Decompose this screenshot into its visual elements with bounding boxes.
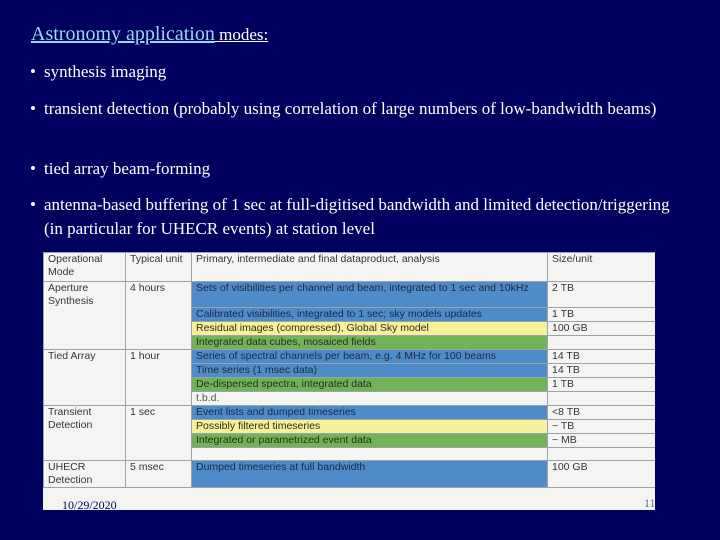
product-cell: Possibly filtered timeseries <box>192 420 548 434</box>
product-cell: Sets of visibilities per channel and beam, integrated to 1 sec and 10kHz <box>192 282 548 308</box>
size-cell: ~ TB <box>548 420 656 434</box>
bullet-item <box>30 157 670 181</box>
bullet-text: transient detection (probably using correlation of large numbers of low-bandwidth beams) <box>44 99 657 118</box>
bullet-dot: • <box>30 99 36 118</box>
table-row <box>44 350 656 364</box>
product-cell: Calibrated visibilities, integrated to 1 sec; sky models updates <box>192 308 548 322</box>
bullet-dot: • <box>30 195 36 214</box>
footer-date: 10/29/2020 <box>62 498 117 512</box>
table-row <box>44 461 656 488</box>
product-cell: Integrated data cubes, mosaiced fields <box>192 336 548 350</box>
size-cell: 14 TB <box>548 364 656 378</box>
table-header-row <box>44 253 656 282</box>
col-header-mode: Operational Mode <box>44 253 126 282</box>
size-cell: 1 TB <box>548 308 656 322</box>
product-cell: Residual images (compressed), Global Sky model <box>192 322 548 336</box>
size-cell: ~ MB <box>548 434 656 448</box>
bullet-item <box>30 60 670 84</box>
bullet-item <box>30 97 670 121</box>
slide-title-rest: modes: <box>214 25 269 44</box>
table-body <box>44 282 656 488</box>
col-header-size: Size/unit <box>548 253 656 282</box>
dataproduct-table <box>43 252 655 488</box>
size-cell <box>548 448 656 461</box>
unit-cell: 4 hours <box>126 282 192 350</box>
product-cell: Dumped timeseries at full bandwidth <box>192 461 548 488</box>
table-row <box>44 406 656 420</box>
size-cell: 14 TB <box>548 350 656 364</box>
mode-cell: Tied Array <box>44 350 126 406</box>
bullet-item <box>30 193 670 241</box>
bullet-text: synthesis imaging <box>44 62 167 81</box>
mode-cell: UHECR Detection <box>44 461 126 488</box>
size-cell: <8 TB <box>548 406 656 420</box>
unit-cell: 5 msec <box>126 461 192 488</box>
bullet-text: tied array beam-forming <box>44 159 211 178</box>
mode-cell: Transient Detection <box>44 406 126 461</box>
product-cell: Series of spectral channels per beam, e.g. 4 MHz for 100 beams <box>192 350 548 364</box>
product-cell: Event lists and dumped timeseries <box>192 406 548 420</box>
size-cell: 1 TB <box>548 378 656 392</box>
slide-title-highlight: Astronomy application <box>31 23 215 45</box>
unit-cell: 1 sec <box>126 406 192 461</box>
mode-cell: Aperture Synthesis <box>44 282 126 350</box>
col-header-product: Primary, intermediate and final dataproduct, analysis <box>192 253 548 282</box>
size-cell: 2 TB <box>548 282 656 308</box>
product-cell: t.b.d. <box>192 392 548 406</box>
unit-cell: 1 hour <box>126 350 192 406</box>
col-header-unit: Typical unit <box>126 253 192 282</box>
product-cell: Integrated or parametrized event data <box>192 434 548 448</box>
dataproduct-table-image <box>43 252 655 510</box>
product-cell: Time series (1 msec data) <box>192 364 548 378</box>
slide-title <box>31 21 268 48</box>
bullet-dot: • <box>30 159 36 178</box>
product-cell <box>192 448 548 461</box>
product-cell: De-dispersed spectra, integrated data <box>192 378 548 392</box>
bullet-dot: • <box>30 62 36 81</box>
size-cell: 100 GB <box>548 461 656 488</box>
size-cell <box>548 392 656 406</box>
size-cell <box>548 336 656 350</box>
size-cell: 100 GB <box>548 322 656 336</box>
page-number: 11 <box>644 496 656 510</box>
bullet-text: antenna-based buffering of 1 sec at full-digitised bandwidth and limited detection/triggering (in particular for UHECR events) at station level <box>44 195 670 238</box>
table-row <box>44 282 656 308</box>
